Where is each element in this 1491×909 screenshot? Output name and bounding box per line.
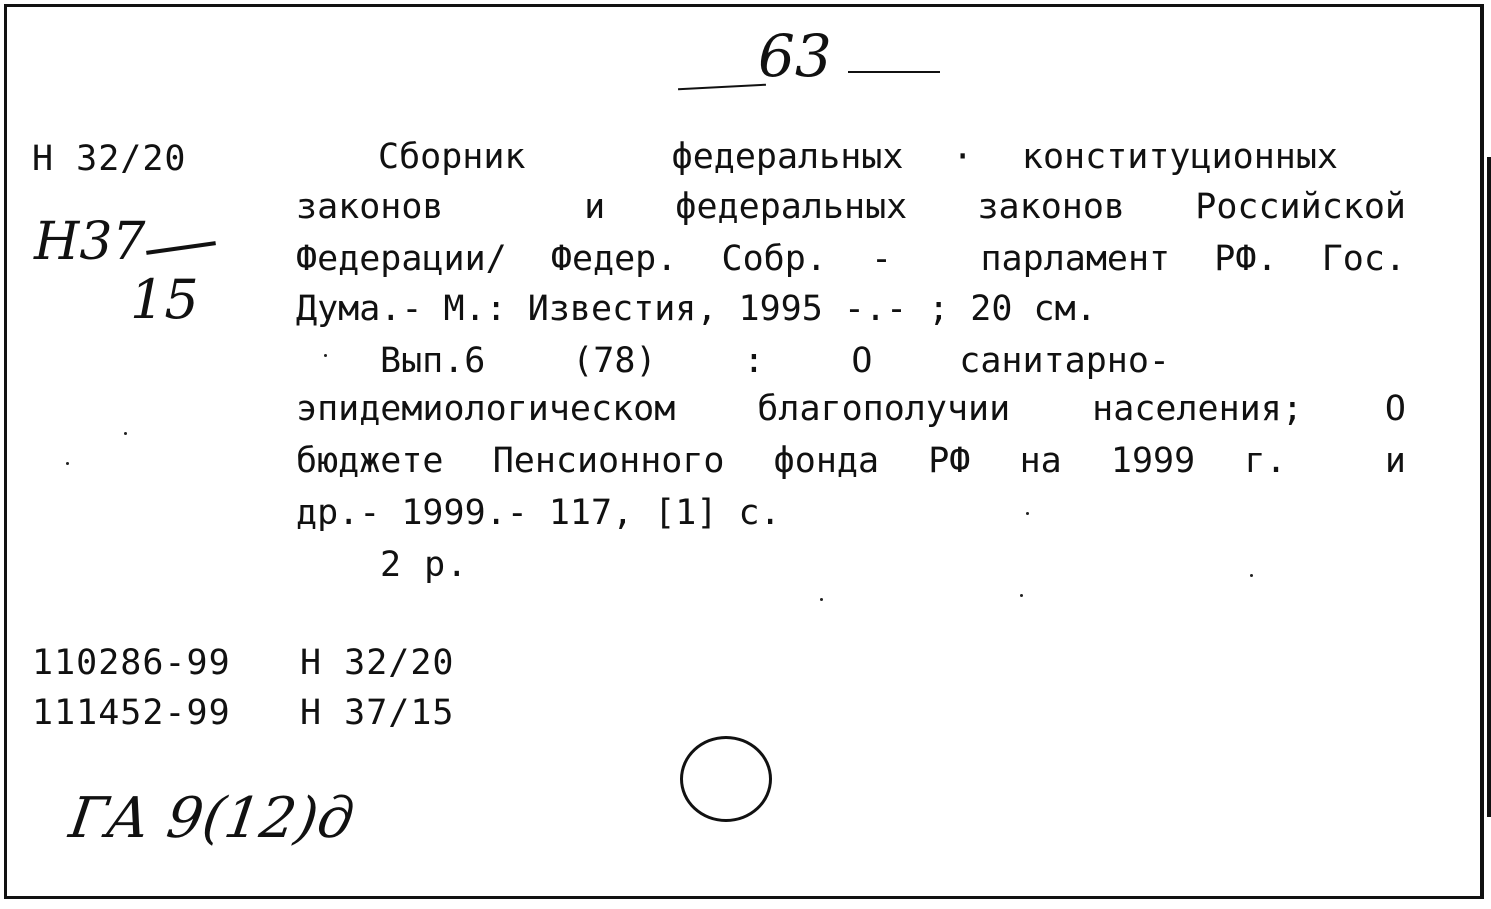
bottom-handwritten-code: ГА 9(12)д bbox=[65, 786, 358, 851]
price: 2 р. bbox=[380, 545, 469, 585]
title-line-3: Федерации/ Федер. Собр. - парламент РФ. Гос. bbox=[296, 239, 1406, 279]
issue-line-4: др.- 1999.- 117, [1] с. bbox=[296, 493, 781, 533]
title-line-4: Дума.- М.: Известия, 1995 -.- ; 20 см. bbox=[296, 289, 1097, 329]
page-number: 63 bbox=[758, 22, 832, 90]
scan-speck bbox=[324, 354, 327, 357]
title-line-2: законов и федеральных законов Российской bbox=[296, 187, 1406, 227]
punch-hole-circle bbox=[680, 736, 772, 822]
issue-line-1: Вып.6 (78) : О санитарно- bbox=[380, 341, 1170, 381]
scan-speck bbox=[820, 598, 823, 601]
scan-speck bbox=[1020, 594, 1023, 597]
issue-line-3: бюджете Пенсионного фонда РФ на 1999 г. и bbox=[296, 441, 1406, 481]
inventory-number-1: 110286-99 bbox=[32, 643, 231, 683]
handwritten-code-top: Н37 bbox=[34, 212, 146, 272]
issue-line-2: эпидемиологическом благополучии населения; О bbox=[296, 389, 1406, 429]
scan-speck bbox=[124, 432, 127, 435]
inventory-mark-1: Н 32/20 bbox=[300, 643, 455, 683]
scan-speck bbox=[66, 462, 69, 465]
inventory-mark-2: Н 37/15 bbox=[300, 693, 455, 733]
inventory-number-2: 111452-99 bbox=[32, 693, 231, 733]
scan-speck bbox=[1026, 512, 1029, 515]
shelf-mark: Н 32/20 bbox=[32, 139, 187, 179]
scan-speck bbox=[1250, 574, 1253, 577]
page-number-rule-right bbox=[848, 71, 940, 73]
handwritten-code-bottom: 15 bbox=[130, 268, 199, 331]
title-line-1: Сборник федеральных · конституционных bbox=[378, 137, 1338, 177]
card-edge-mark bbox=[1487, 157, 1491, 817]
